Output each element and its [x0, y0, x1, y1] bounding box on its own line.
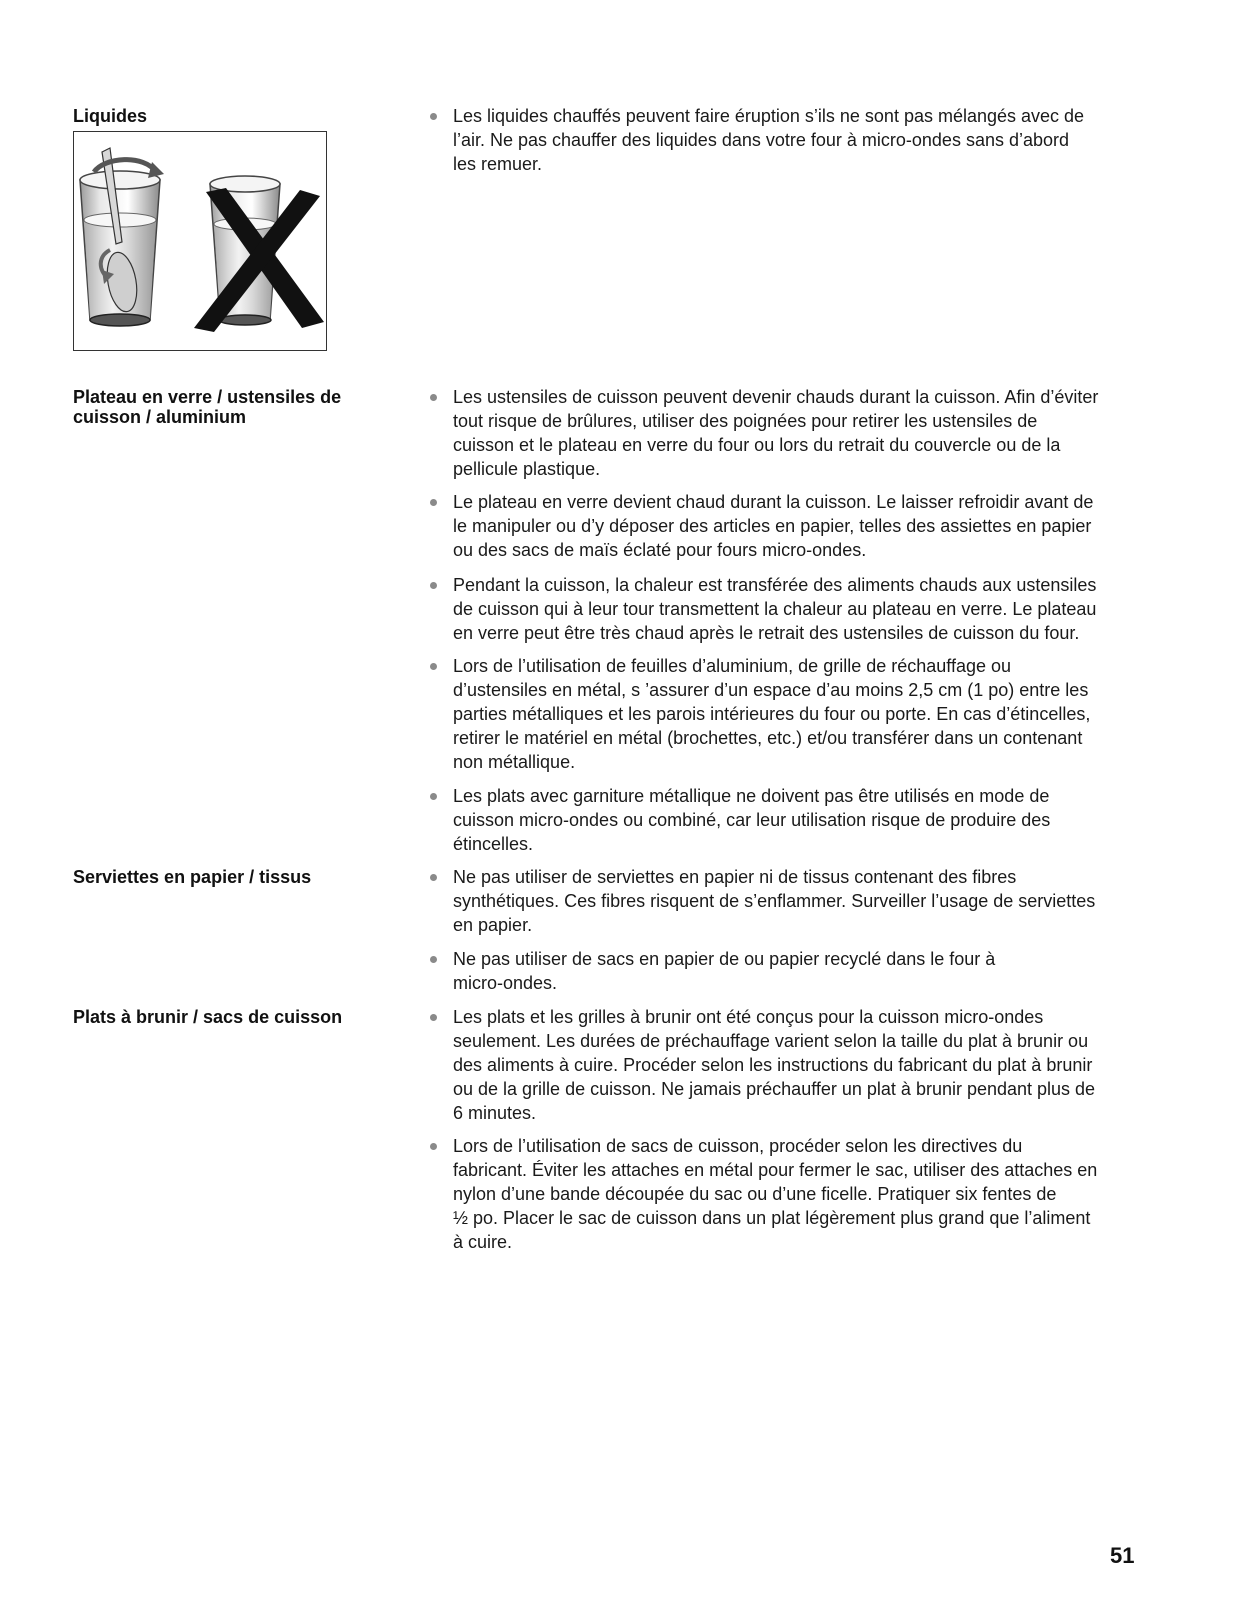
- bullet-liquides-1: Les liquides chauffés peuvent faire éruption s’ils ne sont pas mélangés avec de l’air. Ne pas chauffer des liquides dans votre four à micro-ondes sans d’abord les remuer.: [430, 104, 1150, 176]
- stirring-liquid-illustration: [73, 131, 327, 351]
- bullet-dot-icon: [430, 874, 437, 881]
- bullet-serviettes-2: Ne pas utiliser de sacs en papier de ou papier recyclé dans le four à micro-ondes.: [430, 947, 1150, 995]
- bullet-plateau-5: Les plats avec garniture métallique ne doivent pas être utilisés en mode de cuisson micro-ondes ou combiné, car leur utilisation risque de produire des étincelles.: [430, 784, 1150, 856]
- bullet-plateau-1: Les ustensiles de cuisson peuvent devenir chauds durant la cuisson. Afin d’éviter tout risque de brûlures, utiliser des poignées pour retirer les ustensiles de cuisson et le plateau en verre du four ou lors du retrait du couvercle ou de la pellicule plastique.: [430, 385, 1150, 481]
- bullet-dot-icon: [430, 956, 437, 963]
- glasses-illustration: [74, 132, 326, 350]
- bullet-dot-icon: [430, 582, 437, 589]
- section-heading-serviettes: Serviettes en papier / tissus: [73, 867, 312, 887]
- bullet-plats-2: Lors de l’utilisation de sacs de cuisson, procéder selon les directives du fabricant. Éviter les attaches en métal pour fermer le sac, utiliser des attaches en nylon d’une bande découpée du sac ou d’une ficelle. Pratiquer six fentes de ½ po. Placer le sac de cuisson dans un plat légèrement plus grand que l’aliment à cuire.: [430, 1134, 1150, 1254]
- bullet-plats-1: Les plats et les grilles à brunir ont été conçus pour la cuisson micro-ondes seulement. Les durées de préchauffage varient selon la taille du plat à brunir ou des aliments à cuire. Procéder selon les instructions du fabricant du plat à brunir ou de la grille de cuisson. Ne jamais préchauffer un plat à brunir pendant plus de 6 minutes.: [430, 1005, 1150, 1125]
- section-heading-plateau: Plateau en verre / ustensiles de cuisson / aluminium: [73, 387, 342, 427]
- bullet-dot-icon: [430, 1014, 437, 1021]
- section-heading-liquides: Liquides: [73, 106, 148, 126]
- bullet-plateau-2: Le plateau en verre devient chaud durant la cuisson. Le laisser refroidir avant de le manipuler ou d’y déposer des articles en papier, telles des assiettes en papier ou des sacs de maïs éclaté pour fours micro-ondes.: [430, 490, 1150, 562]
- bullet-dot-icon: [430, 793, 437, 800]
- bullet-dot-icon: [430, 663, 437, 670]
- bullet-dot-icon: [430, 499, 437, 506]
- bullet-dot-icon: [430, 113, 437, 120]
- section-heading-plats: Plats à brunir / sacs de cuisson: [73, 1007, 343, 1027]
- bullet-plateau-4: Lors de l’utilisation de feuilles d’aluminium, de grille de réchauffage ou d’ustensiles en métal, s ’assurer d’un espace d’au moins 2,5 cm (1 po) entre les parties métalliques et les parois intérieures du four ou porte. En cas d’étincelles, retirer le matériel en métal (brochettes, etc.) et/ou transférer dans un contenant non métallique.: [430, 654, 1150, 774]
- bullet-dot-icon: [430, 1143, 437, 1150]
- bullet-serviettes-1: Ne pas utiliser de serviettes en papier ni de tissus contenant des fibres synthétiques. Ces fibres risquent de s’enflammer. Surveiller l’usage de serviettes en papier.: [430, 865, 1150, 937]
- bullet-dot-icon: [430, 394, 437, 401]
- bullet-plateau-3: Pendant la cuisson, la chaleur est transférée des aliments chauds aux ustensiles de cuisson qui à leur tour transmettent la chaleur au plateau en verre. Le plateau en verre peut être très chaud après le retrait des ustensiles de cuisson du four.: [430, 573, 1150, 645]
- stirred-glass: [80, 148, 164, 326]
- page-number: 51: [1110, 1543, 1135, 1568]
